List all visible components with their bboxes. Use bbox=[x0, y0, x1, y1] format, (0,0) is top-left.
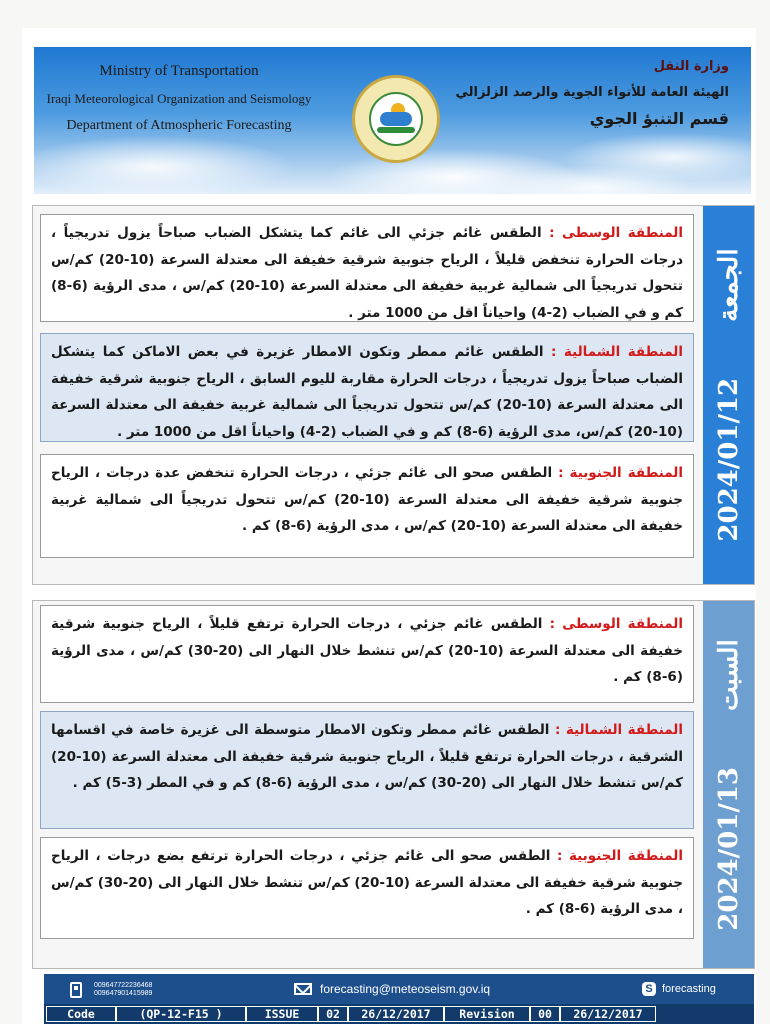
region-name: المنطقة الشمالية : bbox=[554, 722, 683, 738]
revision-value: 00 bbox=[530, 1006, 560, 1022]
code-value: (QP-12-F15 ) bbox=[116, 1006, 246, 1022]
region-central-day-2 bbox=[40, 605, 694, 703]
issue-value: 02 bbox=[318, 1006, 348, 1022]
region-central-day-1 bbox=[40, 214, 694, 322]
region-south-day-2 bbox=[40, 837, 694, 939]
skype-handle[interactable]: forecasting bbox=[662, 983, 716, 995]
date-value: 2024/01/12 bbox=[713, 377, 744, 542]
footer bbox=[44, 974, 754, 1024]
region-name: المنطقة الشمالية : bbox=[551, 344, 684, 360]
en-organization: Iraqi Meteorological Organization and Seismology bbox=[46, 91, 312, 106]
region-forecast-text: الطقس غائم جزئي ، درجات الحرارة ترتفع قليلاً ، الرياح جنوبية شرقية خفيفة الى معتدلة السرعة (10-20) كم/س تنشط خلال النهار الى (20-30) كم/س ، مدى الرؤية (6-8) كم . bbox=[51, 616, 684, 685]
issue-label: ISSUE bbox=[246, 1006, 318, 1022]
phone-icon bbox=[70, 982, 82, 998]
organization-logo-icon bbox=[352, 75, 440, 163]
cloud-icon bbox=[380, 112, 412, 126]
phone-number-1: 009647722236468 bbox=[94, 982, 153, 989]
date-value: 2024/01/13 bbox=[713, 766, 744, 931]
en-department: Department of Atmospheric Forecasting bbox=[66, 118, 292, 133]
phone-numbers bbox=[94, 982, 152, 998]
region-north-day-1 bbox=[40, 333, 694, 442]
day-name: الجمعة bbox=[713, 248, 744, 322]
region-forecast-text: الطقس صحو الى غائم جزئي ، درجات الحرارة تنخفض عدة درجات ، الرياح جنوبية شرقية خفيفة الى معتدلة السرعة (10-20) كم/س تتحول تدريجياً الى شمالية غربية خفيفة الى معتدلة السرعة (10-20) كم/س ، مدى الرؤية (6-8) كم . bbox=[51, 465, 683, 534]
ar-department: قسم التنبؤ الجوي bbox=[589, 109, 729, 128]
forecast-day-2 bbox=[32, 600, 755, 969]
en-ministry: Ministry of Transportation bbox=[99, 63, 259, 79]
email-link[interactable]: forecasting@meteoseism.gov.iq bbox=[320, 982, 491, 996]
code-label: Code bbox=[46, 1006, 116, 1022]
phone-number-2: 009647901415989 bbox=[94, 990, 153, 997]
issue-date: 26/12/2017 bbox=[348, 1006, 444, 1022]
ground-icon bbox=[377, 127, 415, 133]
region-north-day-2 bbox=[40, 711, 694, 829]
region-name: المنطقة الوسطى : bbox=[549, 225, 684, 241]
date-strip-day-2 bbox=[703, 601, 754, 968]
revision-label: Revision bbox=[444, 1006, 530, 1022]
region-forecast-text: الطقس صحو الى غائم جزئي ، درجات الحرارة ترتفع بضع درجات ، الرياح جنوبية شرقية خفيفة الى معتدلة السرعة (10-20) كم/س تنشط خلال النهار الى (20-30) كم/س ، مدى الرؤية (6-8) كم . bbox=[51, 848, 683, 917]
region-forecast-text: الطقس غائم ممطر وتكون الامطار غزيرة في بعض الاماكن كما يتشكل الضباب صباحاً يزول تدريجياً ، درجات الحرارة مقاربة لليوم السابق ، الرياح جنوبية شرقية خفيفة الى معتدلة السرعة (10-20) كم/س تتحول تدريجياً الى شمالية غربية خفيفة الى معتدلة السرعة (10-20) كم/س، مدى الرؤية (6-8) كم و في الضباب (2-4) واحياناً اقل من 1000 متر . bbox=[51, 344, 683, 440]
region-name: المنطقة الجنوبية : bbox=[558, 465, 683, 481]
header-banner bbox=[34, 47, 751, 194]
region-name: المنطقة الوسطى : bbox=[549, 616, 683, 632]
mail-icon bbox=[294, 983, 312, 995]
region-forecast-text: الطقس غائم جزئي الى غائم كما يتشكل الضباب صباحاً يزول تدريجياً ، درجات الحرارة تنخفض قليلاً ، الرياح جنوبية شرقية خفيفة الى معتدلة السرعة (10-20) كم/س تتحول تدريجياً الى شمالية غربية خفيفة الى معتدلة السرعة (10-20) كم/س ، مدى الرؤية (6-8) كم و في الضباب (2-4) واحياناً اقل من 1000 متر . bbox=[51, 225, 684, 321]
date-label bbox=[714, 215, 744, 575]
day-name: السبت bbox=[713, 638, 744, 711]
footer-contact-bar bbox=[44, 974, 754, 1004]
ar-organization: الهيئة العامة للأنواء الجوية والرصد الزلزالي bbox=[455, 85, 729, 100]
document-code-row bbox=[46, 1006, 752, 1022]
region-forecast-text: الطقس غائم ممطر وتكون الامطار متوسطة الى غزيرة خاصة في اقسامها الشرقية ، درجات الحرارة ترتفع قليلاً ، الرياح جنوبية شرقية خفيفة الى معتدلة السرعة (10-20) كم/س تنشط خلال النهار الى (20-30) كم/س ، مدى الرؤية (6-8) كم و في المطر (3-5) كم . bbox=[51, 722, 683, 791]
logo-emblem bbox=[369, 92, 423, 146]
date-strip-day-1 bbox=[703, 206, 754, 584]
revision-date: 26/12/2017 bbox=[560, 1006, 656, 1022]
skype-icon: S bbox=[642, 982, 656, 996]
forecast-day-1 bbox=[32, 205, 755, 585]
date-label bbox=[714, 605, 744, 965]
region-name: المنطقة الجنوبية : bbox=[557, 848, 684, 864]
ar-ministry: وزارة النقل bbox=[653, 59, 729, 74]
region-south-day-1 bbox=[40, 454, 694, 558]
